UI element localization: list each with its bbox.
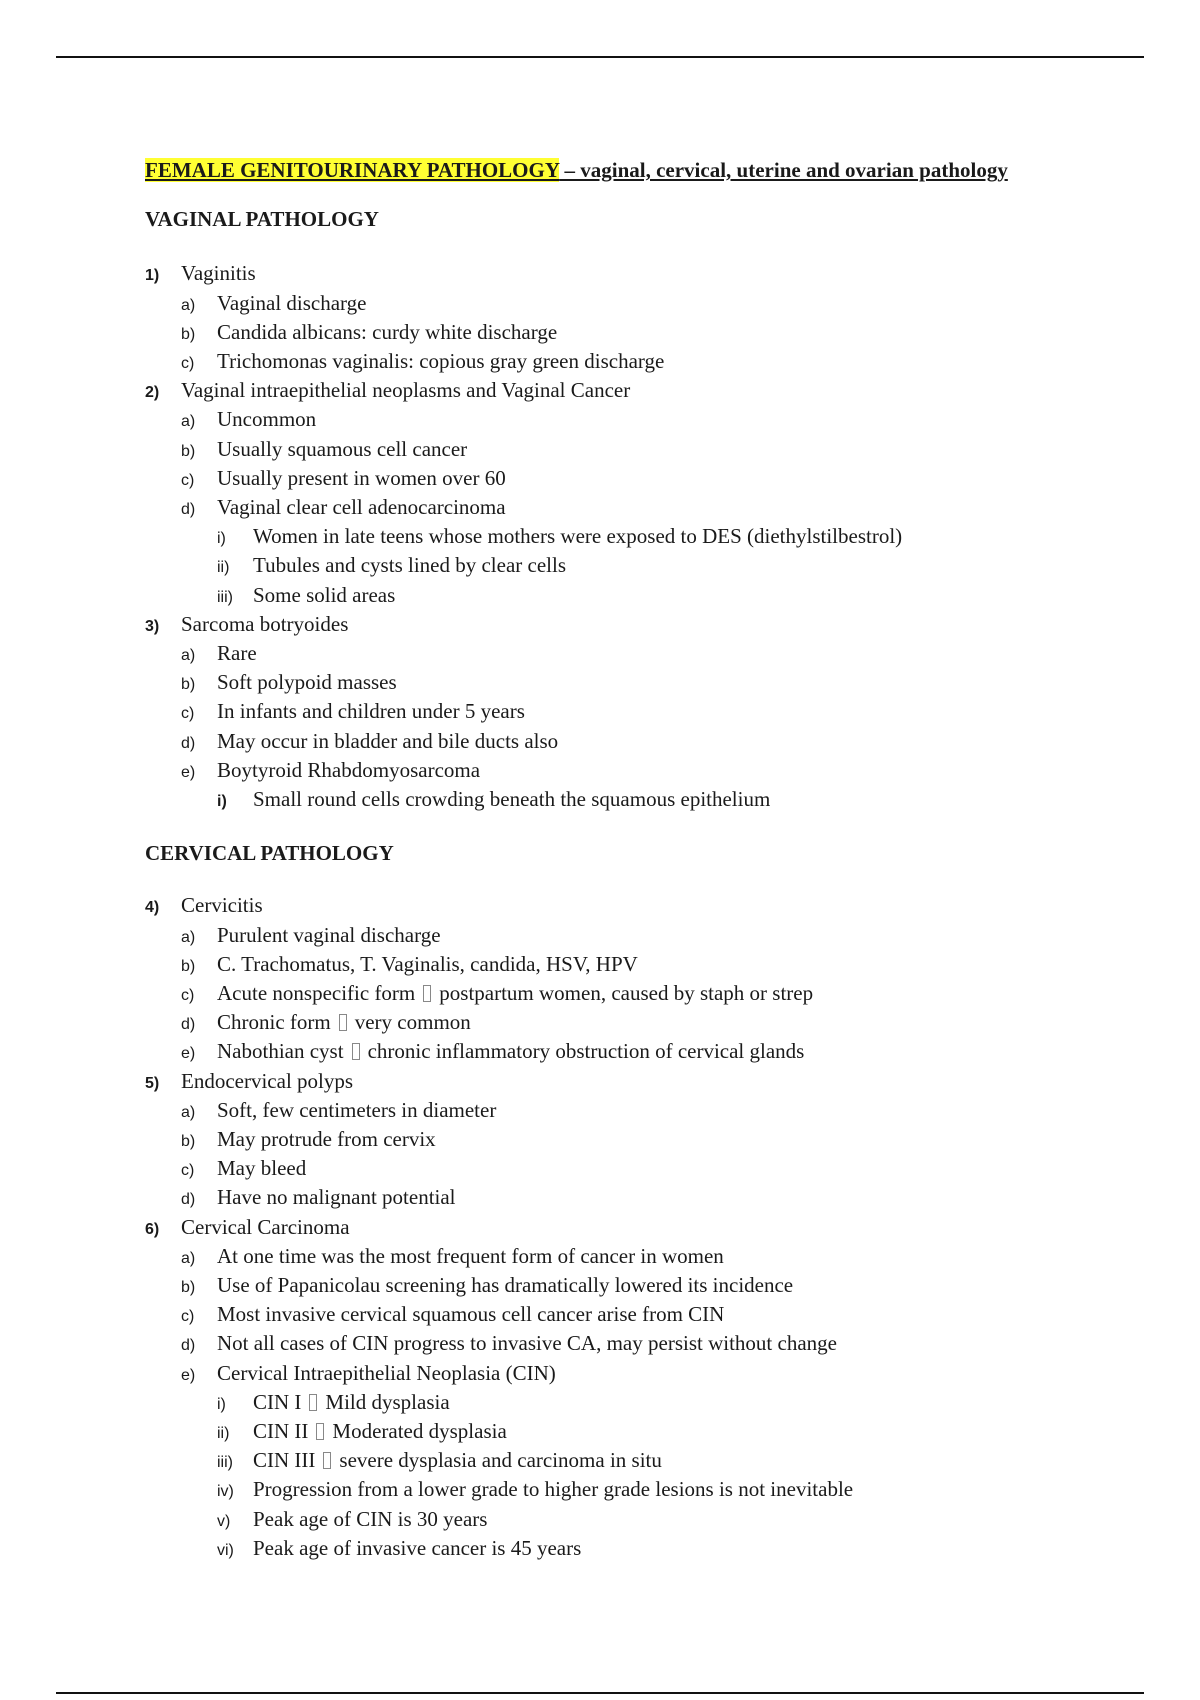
item-marker: iv) bbox=[217, 1483, 234, 1501]
item-marker: d) bbox=[181, 734, 196, 752]
item-text: C. Trachomatus, T. Vaginalis, candida, HSV, HPV bbox=[217, 951, 638, 976]
item-marker: d) bbox=[181, 1191, 196, 1209]
item-definition: very common bbox=[354, 1010, 471, 1035]
item-marker: b) bbox=[181, 442, 196, 460]
item-marker: i) bbox=[217, 1395, 226, 1413]
item-marker: c) bbox=[181, 987, 195, 1005]
list-item bbox=[145, 552, 1145, 581]
document-body bbox=[145, 158, 1145, 1564]
item-marker: 6) bbox=[145, 1220, 160, 1238]
item-marker: i) bbox=[217, 793, 227, 811]
list-item bbox=[145, 465, 1145, 494]
item-text: In infants and children under 5 years bbox=[217, 699, 525, 724]
list-item bbox=[145, 757, 1145, 786]
list-item bbox=[145, 290, 1145, 319]
item-text: Soft, few centimeters in diameter bbox=[217, 1097, 497, 1122]
page-bottom-rule bbox=[56, 1692, 1144, 1694]
item-text: Tubules and cysts lined by clear cells bbox=[253, 553, 567, 578]
list-item bbox=[145, 611, 1145, 640]
item-marker: iii) bbox=[217, 588, 233, 606]
item-marker: b) bbox=[181, 676, 196, 694]
list-item bbox=[145, 951, 1145, 980]
item-marker: d) bbox=[181, 501, 196, 518]
item-marker: a) bbox=[181, 1103, 196, 1121]
item-marker: a) bbox=[181, 928, 196, 946]
list-item bbox=[145, 1389, 1145, 1418]
item-marker: ii) bbox=[217, 559, 230, 577]
list-item bbox=[145, 1476, 1145, 1505]
item-text: Not all cases of CIN progress to invasive CA, may persist without change bbox=[217, 1331, 837, 1356]
item-marker: c) bbox=[181, 471, 195, 489]
list-item bbox=[145, 1418, 1145, 1447]
page-top-rule bbox=[56, 56, 1144, 58]
item-text: Cervical Carcinoma bbox=[181, 1214, 350, 1239]
item-text: Most invasive cervical squamous cell cancer arise from CIN bbox=[217, 1302, 725, 1327]
missing-glyph-icon bbox=[323, 1452, 331, 1469]
item-marker: vi) bbox=[217, 1541, 234, 1559]
item-term: CIN III bbox=[253, 1448, 316, 1473]
item-text: Vaginal intraepithelial neoplasms and Vaginal Cancer bbox=[181, 378, 631, 403]
item-text: Women in late teens whose mothers were exposed to DES (diethylstilbestrol) bbox=[253, 524, 903, 549]
list-item bbox=[145, 1360, 1145, 1389]
list-item bbox=[145, 582, 1145, 611]
item-text bbox=[217, 1009, 471, 1036]
item-text: Vaginitis bbox=[181, 261, 256, 286]
item-definition: chronic inflammatory obstruction of cervical glands bbox=[367, 1039, 805, 1064]
list-item bbox=[145, 892, 1145, 921]
list-item bbox=[145, 1535, 1145, 1564]
item-term: Chronic form bbox=[217, 1010, 331, 1035]
item-definition: Mild dysplasia bbox=[325, 1389, 450, 1414]
list-item bbox=[145, 1447, 1145, 1476]
item-definition: postpartum women, caused by staph or strep bbox=[439, 981, 814, 1006]
item-definition: severe dysplasia and carcinoma in situ bbox=[339, 1448, 662, 1473]
list-item bbox=[145, 1301, 1145, 1330]
item-text: Usually squamous cell cancer bbox=[217, 436, 468, 461]
item-marker: c) bbox=[181, 705, 195, 723]
item-text: Sarcoma botryoides bbox=[181, 611, 349, 636]
list-item bbox=[145, 348, 1145, 377]
document-title bbox=[145, 158, 1145, 183]
list-item bbox=[145, 319, 1145, 348]
item-text: Small round cells crowding beneath the squamous epithelium bbox=[253, 787, 771, 812]
list-item bbox=[145, 260, 1145, 289]
title-subtitle: – vaginal, cervical, uterine and ovarian pathology bbox=[559, 158, 1008, 182]
list-item bbox=[145, 1506, 1145, 1535]
item-marker: a) bbox=[181, 647, 196, 665]
item-marker: e) bbox=[181, 763, 196, 781]
item-text: Vaginal clear cell adenocarcinoma bbox=[217, 495, 506, 519]
title-highlighted: FEMALE GENITOURINARY PATHOLOGY bbox=[145, 158, 560, 182]
missing-glyph-icon bbox=[423, 985, 431, 1002]
list-item bbox=[145, 377, 1145, 406]
missing-glyph-icon bbox=[339, 1014, 347, 1031]
list-item bbox=[145, 1243, 1145, 1272]
item-marker: c) bbox=[181, 1162, 195, 1180]
item-text: Rare bbox=[217, 641, 257, 666]
item-text: May bleed bbox=[217, 1156, 307, 1181]
list-item bbox=[145, 1009, 1145, 1038]
item-marker: iii) bbox=[217, 1454, 233, 1472]
item-text bbox=[253, 1418, 507, 1445]
item-text: Trichomonas vaginalis: copious gray green discharge bbox=[217, 348, 665, 373]
missing-glyph-icon bbox=[316, 1423, 324, 1440]
list-item bbox=[145, 1214, 1145, 1243]
item-text: Endocervical polyps bbox=[181, 1068, 354, 1093]
item-text: Candida albicans: curdy white discharge bbox=[217, 319, 558, 344]
item-text: May protrude from cervix bbox=[217, 1127, 436, 1152]
item-definition: Moderated dysplasia bbox=[332, 1419, 507, 1444]
list-item bbox=[145, 1184, 1145, 1213]
list-item bbox=[145, 980, 1145, 1009]
item-marker: ii) bbox=[217, 1425, 230, 1443]
list-item bbox=[145, 1068, 1145, 1097]
item-marker: v) bbox=[217, 1512, 231, 1530]
item-text: Soft polypoid masses bbox=[217, 670, 397, 695]
item-text: May occur in bladder and bile ducts also bbox=[217, 728, 559, 753]
item-text bbox=[217, 980, 813, 1007]
item-text: Usually present in women over 60 bbox=[217, 465, 506, 490]
item-marker: a) bbox=[181, 1249, 196, 1267]
missing-glyph-icon bbox=[352, 1043, 360, 1060]
cervical-section-heading: CERVICAL PATHOLOGY bbox=[145, 841, 394, 866]
list-item bbox=[145, 640, 1145, 669]
item-text: Peak age of CIN is 30 years bbox=[253, 1506, 488, 1531]
item-text: Some solid areas bbox=[253, 582, 396, 607]
item-text: Purulent vaginal discharge bbox=[217, 922, 441, 947]
item-text bbox=[253, 1447, 662, 1474]
item-text: Cervicitis bbox=[181, 893, 263, 918]
item-text: Cervical Intraepithelial Neoplasia (CIN) bbox=[217, 1360, 556, 1385]
list-item bbox=[145, 494, 1145, 523]
list-item bbox=[145, 1038, 1145, 1067]
list-item bbox=[145, 669, 1145, 698]
list-item bbox=[145, 436, 1145, 465]
item-marker: c) bbox=[181, 1308, 195, 1326]
item-marker: b) bbox=[181, 325, 196, 343]
item-text: Uncommon bbox=[217, 407, 317, 432]
item-marker: 5) bbox=[145, 1074, 160, 1092]
list-item bbox=[145, 922, 1145, 951]
item-marker: 4) bbox=[145, 899, 160, 917]
list-item bbox=[145, 728, 1145, 757]
missing-glyph-icon bbox=[309, 1394, 317, 1411]
list-item bbox=[145, 1155, 1145, 1184]
list-item bbox=[145, 1126, 1145, 1155]
item-term: Acute nonspecific form bbox=[217, 981, 416, 1006]
item-term: CIN I bbox=[253, 1389, 302, 1414]
list-item bbox=[145, 1097, 1145, 1126]
list-item bbox=[145, 698, 1145, 727]
item-text: At one time was the most frequent form of cancer in women bbox=[217, 1243, 724, 1268]
item-text: Progression from a lower grade to higher grade lesions is not inevitable bbox=[253, 1477, 854, 1502]
list-item bbox=[145, 786, 1145, 815]
item-marker: 1) bbox=[145, 267, 160, 285]
item-marker: b) bbox=[181, 1279, 196, 1297]
item-marker: 3) bbox=[145, 617, 160, 635]
item-marker: d) bbox=[181, 1337, 196, 1355]
item-marker: a) bbox=[181, 296, 196, 314]
item-text: Have no malignant potential bbox=[217, 1185, 456, 1210]
item-marker: 2) bbox=[145, 384, 160, 402]
item-text bbox=[253, 1389, 450, 1416]
item-marker: c) bbox=[181, 354, 195, 372]
item-text: Vaginal discharge bbox=[217, 290, 367, 315]
vaginal-section-heading: VAGINAL PATHOLOGY bbox=[145, 207, 379, 232]
vaginal-list bbox=[145, 260, 1145, 815]
list-item bbox=[145, 1330, 1145, 1359]
item-marker: b) bbox=[181, 957, 196, 975]
item-text: Use of Papanicolau screening has dramatically lowered its incidence bbox=[217, 1273, 794, 1298]
item-marker: i) bbox=[217, 530, 226, 548]
item-marker: e) bbox=[181, 1045, 196, 1063]
item-term: CIN II bbox=[253, 1419, 309, 1444]
item-marker: a) bbox=[181, 413, 196, 431]
list-item bbox=[145, 1272, 1145, 1301]
item-marker: e) bbox=[181, 1366, 196, 1384]
item-marker: b) bbox=[181, 1133, 196, 1151]
item-term: Nabothian cyst bbox=[217, 1039, 344, 1064]
item-text bbox=[217, 1038, 804, 1065]
item-text: Boytyroid Rhabdomyosarcoma bbox=[217, 757, 481, 782]
list-item bbox=[145, 406, 1145, 435]
list-item bbox=[145, 523, 1145, 552]
item-marker: d) bbox=[181, 1016, 196, 1034]
cervical-list bbox=[145, 892, 1145, 1564]
item-text: Peak age of invasive cancer is 45 years bbox=[253, 1535, 582, 1560]
